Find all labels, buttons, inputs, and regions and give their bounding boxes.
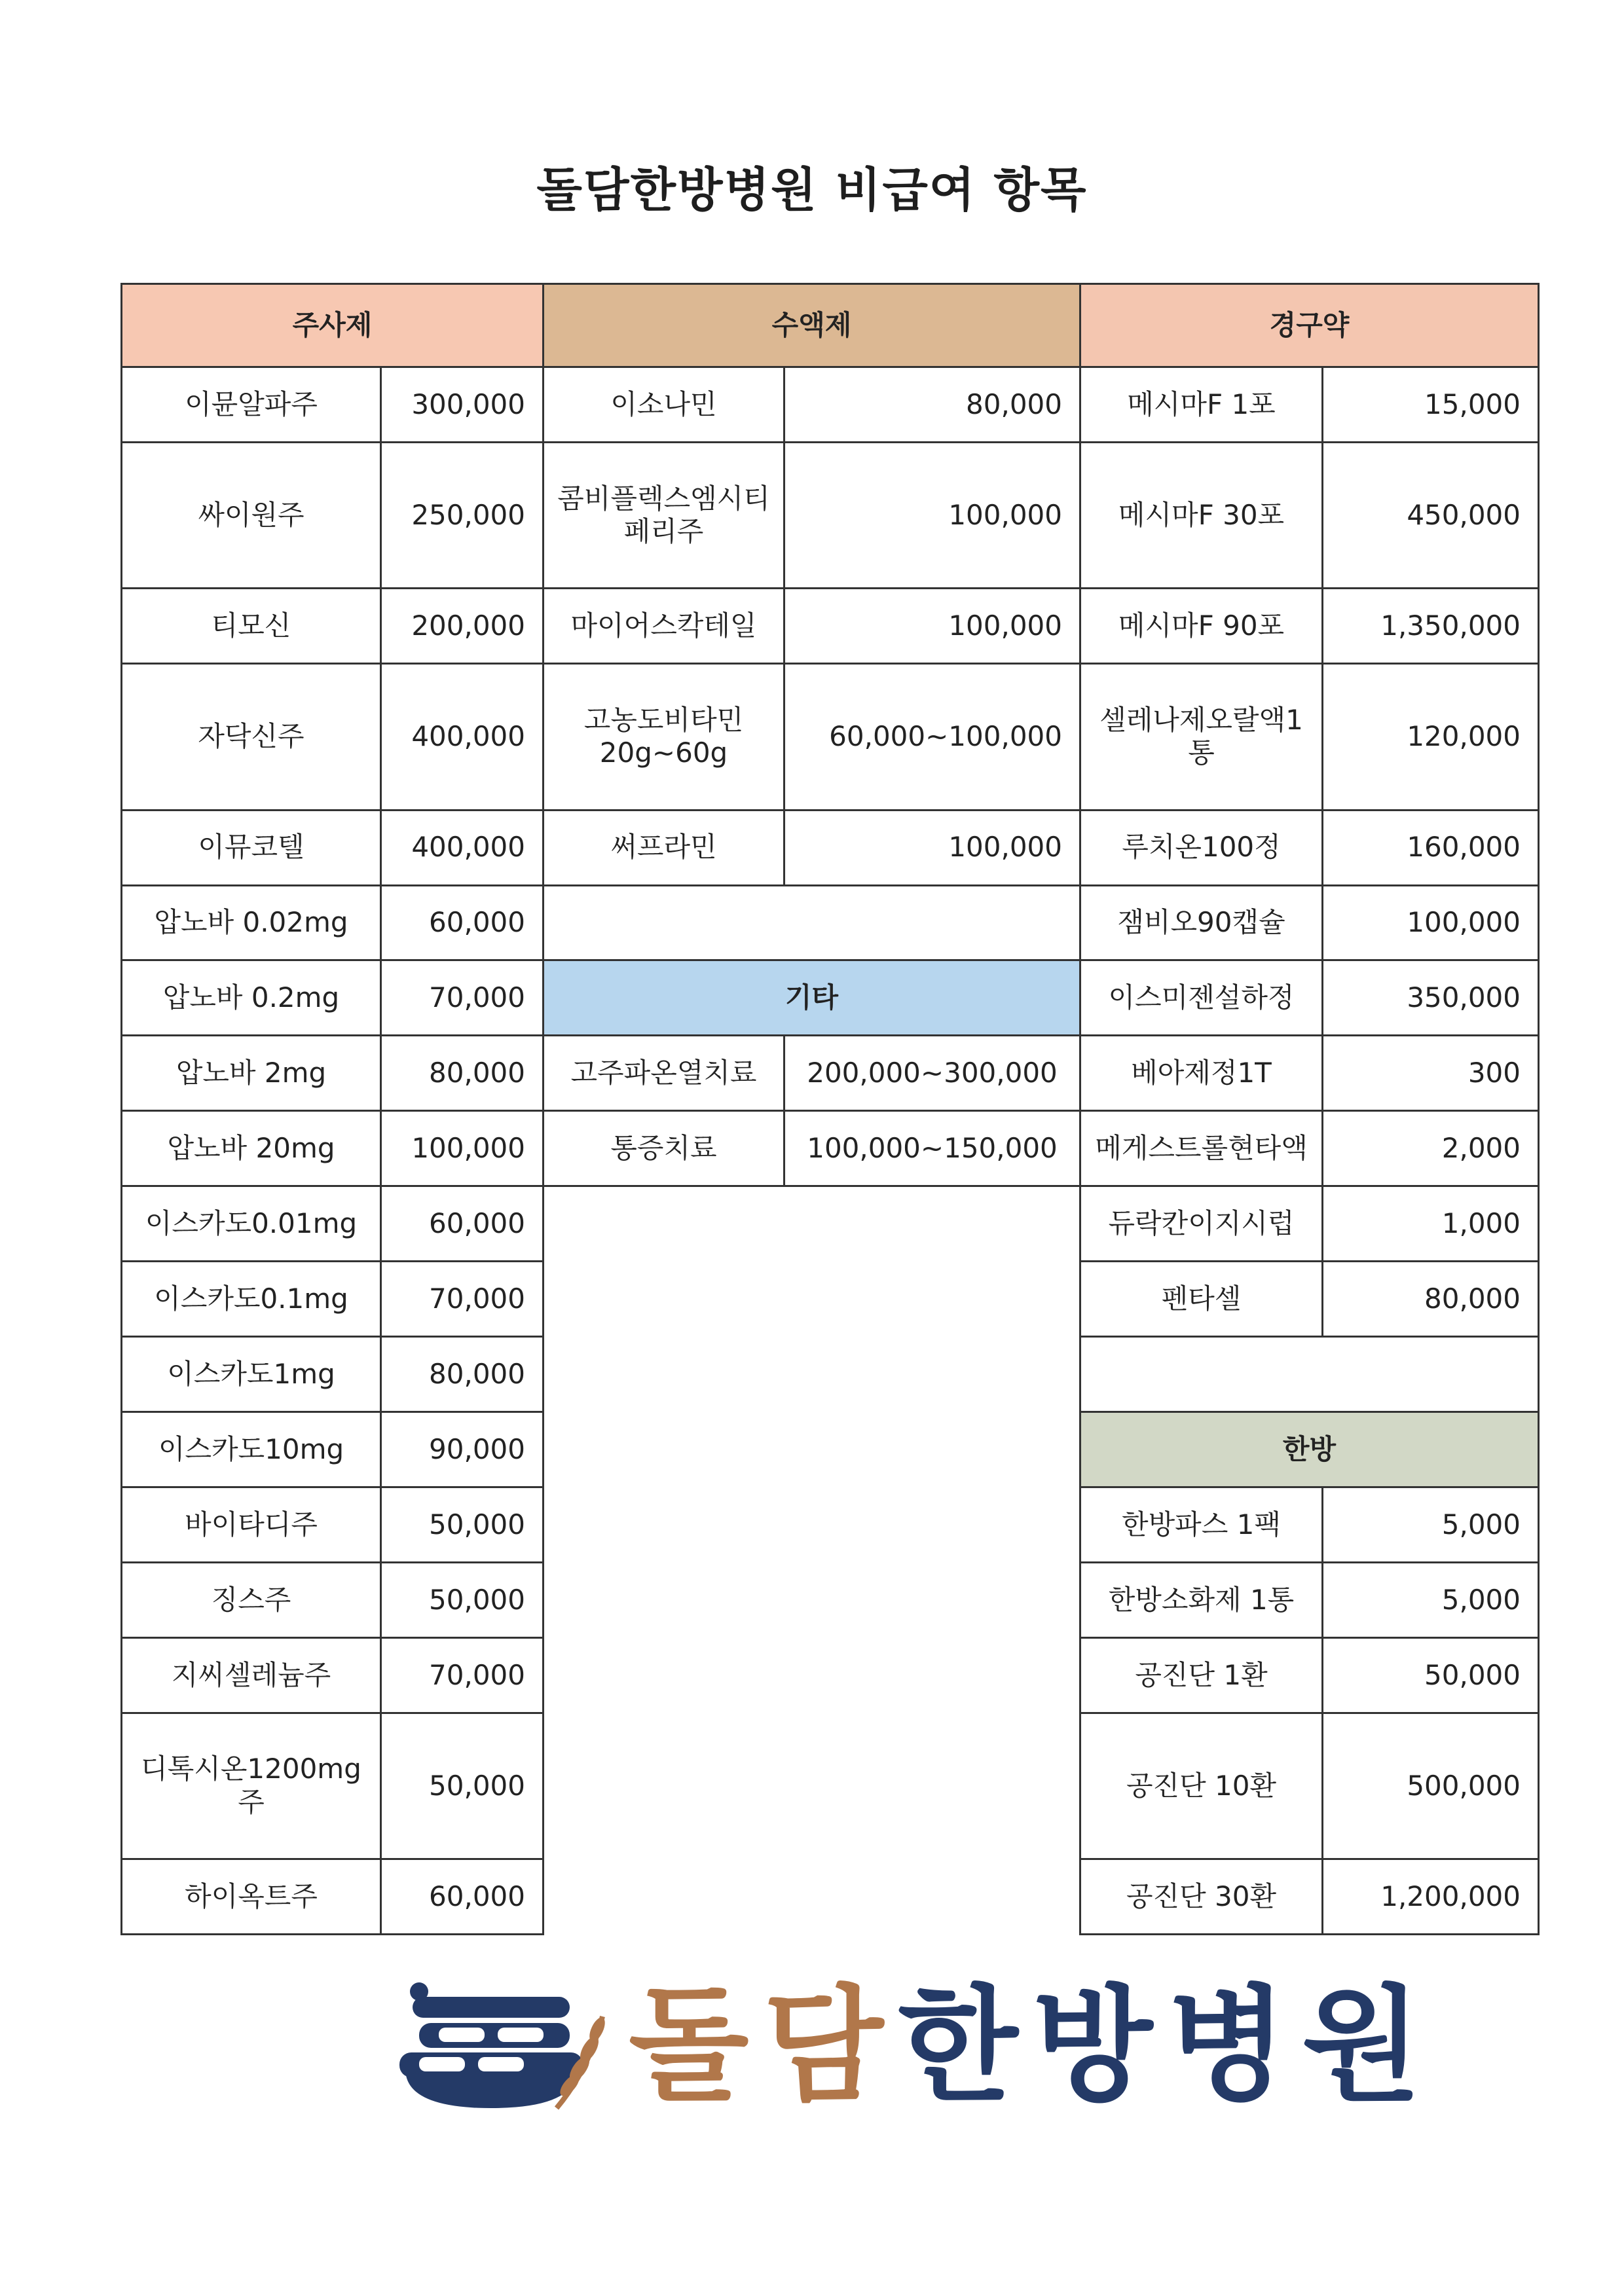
- hospital-logo: [393, 1971, 1437, 2121]
- injection-price: 80,000: [381, 1337, 544, 1412]
- logo-wordmark: [629, 1971, 1436, 2121]
- injection-price: 90,000: [381, 1412, 544, 1487]
- injection-price: 300,000: [381, 367, 544, 443]
- hanbang-name: 한방소화제 1통: [1080, 1562, 1323, 1637]
- injection-price: 60,000: [381, 885, 544, 960]
- fluid-price: 80,000: [784, 367, 1080, 443]
- injection-price: 70,000: [381, 1637, 544, 1713]
- oral-name: 메게스트롤현타액: [1080, 1111, 1323, 1186]
- injection-name: 압노바 20mg: [122, 1111, 381, 1186]
- injection-name: 이스카도10mg: [122, 1412, 381, 1487]
- injection-name: 이스카도0.01mg: [122, 1186, 381, 1262]
- empty-cell: [1080, 1337, 1539, 1412]
- etc-price: 200,000~300,000: [784, 1036, 1080, 1111]
- hanbang-name: 공진단 30환: [1080, 1859, 1323, 1935]
- oral-price: 100,000: [1323, 885, 1539, 960]
- injection-price: 50,000: [381, 1487, 544, 1562]
- injection-name: 싸이원주: [122, 442, 381, 588]
- hanbang-header: 한방: [1080, 1412, 1539, 1487]
- oral-name: 이스미젠설하정: [1080, 960, 1323, 1036]
- fluid-name: 마이어스칵테일: [544, 589, 784, 664]
- empty-cell: [544, 885, 1080, 960]
- fluid-name: 써프라민: [544, 810, 784, 885]
- injection-price: 400,000: [381, 664, 544, 810]
- injection-name: 이스카도0.1mg: [122, 1262, 381, 1337]
- page-title: 돌담한방병원 비급여 항목: [536, 162, 1088, 217]
- etc-header: 기타: [544, 960, 1080, 1036]
- oral-price: 2,000: [1323, 1111, 1539, 1186]
- injection-name: 이스카도1mg: [122, 1337, 381, 1412]
- oral-price: 160,000: [1323, 810, 1539, 885]
- oral-name: 펜타셀: [1080, 1262, 1323, 1337]
- injection-price: 60,000: [381, 1186, 544, 1262]
- oral-name: 베아제정1T: [1080, 1036, 1323, 1111]
- oral-price: 80,000: [1323, 1262, 1539, 1337]
- oral-price: 15,000: [1323, 367, 1539, 443]
- injection-name: 압노바 0.02mg: [122, 885, 381, 960]
- oral-name: 루치온100정: [1080, 810, 1323, 885]
- etc-name: 통증치료: [544, 1111, 784, 1186]
- injection-name: 압노바 0.2mg: [122, 960, 381, 1036]
- hanbang-price: 500,000: [1323, 1713, 1539, 1859]
- fluid-name: 이소나민: [544, 367, 784, 443]
- logo-text-hanbang: 한방병원: [898, 1973, 1437, 2118]
- oral-price: 1,350,000: [1323, 589, 1539, 664]
- fluid-name: 고농도비타민 20g~60g: [544, 664, 784, 810]
- etc-name: 고주파온열치료: [544, 1036, 784, 1111]
- injection-name: 지씨셀레늄주: [122, 1637, 381, 1713]
- injection-name: 디톡시온1200mg주: [122, 1713, 381, 1859]
- oral-name: 메시마F 90포: [1080, 589, 1323, 664]
- injection-name: 하이옥트주: [122, 1859, 381, 1935]
- fluid-price: 60,000~100,000: [784, 664, 1080, 810]
- hanbang-name: 공진단 10환: [1080, 1713, 1323, 1859]
- oral-name: 메시마F 1포: [1080, 367, 1323, 443]
- fluid-price: 100,000: [784, 442, 1080, 588]
- stone-wall-leaf-icon: [393, 1977, 609, 2115]
- injection-name: 징스주: [122, 1562, 381, 1637]
- injection-name: 자닥신주: [122, 664, 381, 810]
- etc-price: 100,000~150,000: [784, 1111, 1080, 1186]
- injection-price: 250,000: [381, 442, 544, 588]
- oral-price: 120,000: [1323, 664, 1539, 810]
- fluid-price: 100,000: [784, 810, 1080, 885]
- injection-price: 80,000: [381, 1036, 544, 1111]
- injection-price: 70,000: [381, 960, 544, 1036]
- hanbang-name: 공진단 1환: [1080, 1637, 1323, 1713]
- oral-header: 경구약: [1080, 284, 1539, 367]
- oral-name: 메시마F 30포: [1080, 442, 1323, 588]
- injection-price: 200,000: [381, 589, 544, 664]
- injection-header: 주사제: [122, 284, 544, 367]
- oral-name: 듀락칸이지시럽: [1080, 1186, 1323, 1262]
- injection-price: 60,000: [381, 1859, 544, 1935]
- injection-name: 압노바 2mg: [122, 1036, 381, 1111]
- oral-price: 450,000: [1323, 442, 1539, 588]
- injection-name: 바이타디주: [122, 1487, 381, 1562]
- injection-price: 50,000: [381, 1713, 544, 1859]
- injection-name: 티모신: [122, 589, 381, 664]
- fluid-header: 수액제: [544, 284, 1080, 367]
- fluid-name: 콤비플렉스엠시티 페리주: [544, 442, 784, 588]
- fluid-price: 100,000: [784, 589, 1080, 664]
- injection-name: 이뮤코텔: [122, 810, 381, 885]
- logo-text-dolddam: 돌담: [629, 1973, 898, 2118]
- oral-price: 350,000: [1323, 960, 1539, 1036]
- hanbang-price: 5,000: [1323, 1562, 1539, 1637]
- oral-price: 1,000: [1323, 1186, 1539, 1262]
- oral-name: 잼비오90캡슐: [1080, 885, 1323, 960]
- hanbang-price: 1,200,000: [1323, 1859, 1539, 1935]
- price-table: [120, 283, 1540, 1935]
- oral-price: 300: [1323, 1036, 1539, 1111]
- hanbang-price: 50,000: [1323, 1637, 1539, 1713]
- injection-price: 100,000: [381, 1111, 544, 1186]
- hanbang-price: 5,000: [1323, 1487, 1539, 1562]
- empty-area: [544, 1186, 1080, 1935]
- injection-name: 이뮨알파주: [122, 367, 381, 443]
- oral-name: 셀레나제오랄액1통: [1080, 664, 1323, 810]
- injection-price: 400,000: [381, 810, 544, 885]
- injection-price: 50,000: [381, 1562, 544, 1637]
- injection-price: 70,000: [381, 1262, 544, 1337]
- hanbang-name: 한방파스 1팩: [1080, 1487, 1323, 1562]
